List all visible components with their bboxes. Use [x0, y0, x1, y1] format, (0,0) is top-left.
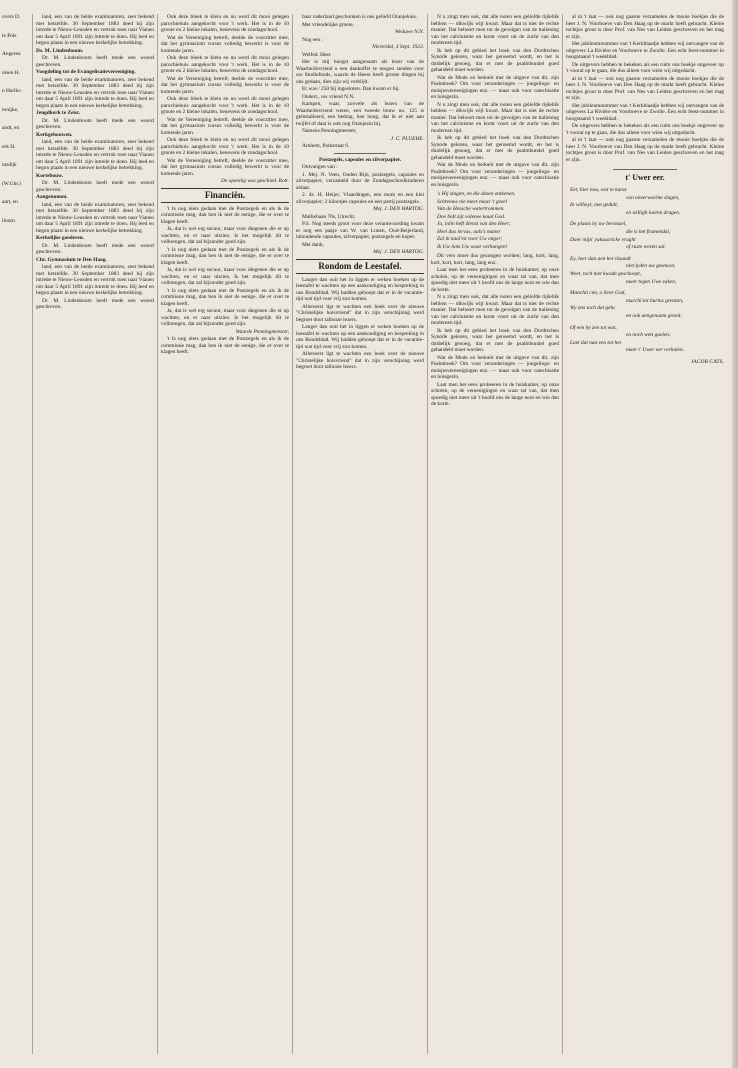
- signature: Mej. J. DEN HARTOG.: [373, 249, 424, 255]
- divider: [613, 169, 676, 170]
- poem-line: maer tegen Uwe zaken,: [626, 278, 677, 285]
- paragraph: Wat de Vereeniging betreft, deelde de voorzitter mee, dat het gymnasium cursus volledig bewerkt is voor de komende jaren.: [161, 116, 289, 136]
- poem-title: t' Uwer eer.: [625, 173, 665, 182]
- paragraph: Ook deze bleek te klein en nu werd dit mooi gelegen parochiehuis aangekocht voor 't werk. Het is in de 10 groote en 2 kleine lokalen, benevens de zondagschool.: [161, 137, 289, 156]
- paragraph: Allereerst ligt te wachten een boek over de nieuwe "Christelijke huisvriend" dat in zijn verschijning werd begroet door tallooze lezers.: [296, 303, 424, 323]
- fragment-line: le Pols: [2, 32, 17, 39]
- paragraph: Het is mij hoogst aangenaam als lezer van de Waarheidsvriend u een dankoffer te mogen zenden voor uw Studiefonds, waarin de Heere heeft groote dingen bij ons gedaan, dies zijn wij verblijd.: [296, 59, 424, 85]
- paragraph: Laat men het eens probeeren in de huiskamer, op onze scholen, op de vereenigingen en waar tal van, dat men spoedig niet meer uit 't hoofd ons de lange noot en wie dan de korte.: [431, 267, 559, 293]
- section-heading: Aangenomen.: [36, 194, 68, 200]
- paragraph: Dr. M. Lindenboom heeft mede een woord geschreven.: [36, 117, 154, 130]
- list-item: 1. Mej. N. Veen, Ouden Rijn, postzegels, capsules en zilverpapier, verzameld door de Zondagsschoolkinderen aldaar.: [296, 171, 424, 191]
- column-4: [431, 14, 559, 1054]
- paragraph: N u zingt men ook, dat alle noten een geliefde tijdeliik hebben — dikwijls wijl kwart. Maar dat is niet de rechte manier. Dat behoort men tot de gevolgen van de ttaliening van het calvinisme en komt voort uit de zucht van den modernen tijd.: [431, 14, 559, 46]
- column-rule: [292, 14, 293, 1054]
- poem-line: en noch wett gaelen;: [626, 332, 671, 339]
- paragraph: Ik heb op dit gebied het boek van den Dordtschen Synode gelezen, waar het genoemd wordt, en het is duidelijk genoeg, dat er met de psalmbundel goed gehandeld moet worden.: [431, 135, 559, 161]
- paragraph: Er was / 250 bij ingesloten. Dan kwam er bij.: [302, 86, 400, 92]
- paragraph: Wat de Vereeniging betreft, deelde de voorzitter mee, dat het gymnasium cursus volledig bewerkt is voor de komende jaren.: [161, 75, 289, 95]
- column-rule: [157, 14, 158, 1054]
- poem-line: Schreeuw nie meer maar 't gezel: [437, 198, 507, 205]
- poem-line: Eer, hier nou, wat te kunst: [570, 187, 627, 193]
- paragraph: Ook deze bleek te klein en nu werd dit mooi gelegen parochiehuis aangekocht voor 't werk. Het is in de 10 groote en 2 kleine lokalen, benevens de zondagschool.: [161, 14, 289, 33]
- paragraph: Wat de Mode en bedoelt met de uitgave van dit, zijn Psalmboek? Om voor veranderingen — jongelings- en meisjesvereenigingen enz. — maar ook voor catechisatie en huisgezin.: [431, 162, 559, 188]
- paragraph: Langer dan ooit het in liggen er weken boeken op de leestafel te wachten op een aankondiging en bespreking in ons Bondsblad. Wij hadden gehoopt dat er in de vacantie-tijd wat tijd voor vrij zou komen.: [296, 324, 424, 350]
- poem-line: Heel dus lervas, aals's maner: [437, 228, 501, 235]
- paragraph: Ontvangen van :: [302, 164, 338, 170]
- paragraph: baar vaderland geschonken is ons geliefd Oranjehuis.: [302, 14, 418, 20]
- paragraph: Ik heb op dit gebied het boek van den Dordtschen Synode gelezen, waar het genoemd wordt, en het is duidelijk genoeg, dat er met de psalmbundel goed gehandeld moet worden.: [431, 47, 559, 73]
- poem-line: In wilheyt, met gedult,: [570, 202, 619, 209]
- paragraph: land, een van de beide examinatoren, zeer bekend met hetzelfde. 30 September 1883 deed hij zijn intrede te Nieuw-Leusden en vertrok toen naar Vianen om daar 5 April 1891 zijn intrede te doen. Hij leed en begon plaats in een nieuwe kerkelijke betrekking.: [36, 76, 154, 109]
- poem-author: JACOB CATS.: [691, 358, 724, 365]
- paragraph: Wat de Mode en bedoelt met de uitgave van dit, zijn Psalmboek? Om voor veranderingen — jongelings- en meisjesvereenigingen enz. — maar ook voor catechisatie en huisgezin.: [431, 354, 559, 380]
- fragment-line: aart, en: [2, 199, 18, 205]
- poem-line: macchi tot burlus grenzen,: [626, 297, 684, 304]
- paragraph: Allereerst ligt te wachten een boek over de nieuwe "Christelijke huisvriend" dat in zijn verschijning werd begroet door tallooze lezers.: [296, 351, 424, 370]
- paragraph: De uitgevers hebben te bekeken als een ruim ons boekje ongeveer op 't vooral op te gaan, die dus alleen voor wien wij uitgedacht.: [566, 61, 724, 74]
- poem-line: en willigh loeren dragen.: [626, 209, 681, 216]
- poem-line: niet lyden uw gesmoot,: [626, 263, 676, 270]
- column-5: [566, 14, 724, 1054]
- fragment-line: overs D.: [2, 14, 21, 20]
- poem-line: Ey, loer dan aen het vlaandt: [570, 255, 631, 262]
- paragraph: Laat men het eens probeeren in de huiskamer, op onze scholen, op de vereenigingen en waar tal van, dat men spoedig niet meer uit 't hoofd ons de lange noot en wie dan de korte.: [431, 381, 559, 407]
- subheading: Nog een :: [302, 36, 323, 43]
- poem-line: die is het framendal,: [626, 228, 671, 235]
- column-1: [36, 14, 154, 1054]
- greeting: Met vriendelijke groete,: [302, 21, 354, 28]
- poem-line: en ook aengenaam groeit.: [626, 312, 682, 319]
- paragraph: P.S. Nog steeds groot voor deze verantwoording kwam er nog een pakje van W. van Lunen, Oud-Beijerland, inhoudende capsules, zilverpapier, postzegels en koper.: [296, 221, 424, 240]
- column-2: [161, 14, 289, 1054]
- poem-line: Laet dat naa een tot het: [570, 339, 622, 346]
- closing: Ondert., uw vriend N.N.: [302, 93, 355, 100]
- fragment-line: tonijke,: [2, 106, 19, 113]
- signature: Weduwe N.N.: [394, 29, 424, 35]
- paragraph: al in 't laat — ook nog gaarne verzamelen de mooie boekjes die de heer J. N. Voorhoeve van Den Haag op de markt heeft gebracht. Kleine tochtjes groot is door Prof. van Nes van Leiden geschreven en het mag er zijn.: [566, 137, 724, 163]
- section-heading: Ds. M. Lindenboom.: [36, 47, 84, 54]
- paragraph: al in 't laat — ook nog gaarne verzamelen de mooie boekjes die de heer J. N. Voorhoeve van Den Haag op de markt heeft gebracht. Kleine tochtjes groot is door Prof. van Nes van Leiden geschreven en het mag er zijn.: [566, 75, 724, 101]
- poem-line: Ik Uw hols Uw waar verhangen!: [437, 243, 508, 250]
- poem-line: Zal ik naal'en voor Uw onger;: [437, 236, 503, 242]
- paragraph: land, een van de beide examinatoren, zeer bekend met hetzelfde. 30 September 1883 deed hij zijn intrede te Nieuw-Leusden en vertrok toen naar Vianen om daar 5 April 1891 zijn intrede te doen. Hij leed en begon plaats in een nieuwe kerkelijke betrekking.: [36, 264, 154, 296]
- paragraph: 't Is nog niets gedaan met de Postzegels en als ik de commissie mag, dan ben ik niet de eenige, die er over te klagen heeft.: [161, 336, 289, 355]
- fragment-line: lloorn: [2, 217, 15, 224]
- section-heading: Kortebouw.: [36, 172, 64, 179]
- section-heading: Kerkelijke goederen.: [36, 235, 85, 241]
- poem-line: Van de Hessche watertrommen.: [437, 206, 505, 212]
- paragraph: Wat de Vereeniging betreft, deelde de voorzitter mee, dat het gymnasium cursus volledig bewerkt is voor de komende jaren.: [161, 34, 289, 54]
- fragment-line: Angereu: [2, 51, 21, 57]
- column-rule: [32, 14, 33, 1054]
- paragraph: Dr. M. Lindenboom heeft mede een woord geschreven.: [36, 55, 154, 68]
- paragraph: De uitgevers hebben te bekeken als een ruim ons boekje ongeveer op 't vooral op te gaan, die dus alleen voor wien wij uitgedacht.: [566, 123, 724, 136]
- paragraph: Langer dan ooit het in liggen er weken boeken op de leestafel te wachten op een aankondiging en bespreking in ons Bondsblad. Wij hadden gehoopt dat er in de vacantie-tijd wat tijd voor vrij zou komen.: [296, 276, 424, 302]
- column-rule: [562, 14, 563, 1054]
- paragraph: land, een van de beide examinatoren, zeer bekend met hetzelfde. 30 September 1883 deed hij zijn intrede te Nieuw-Leusden en vertrok toen naar Vianen om daar 5 April 1891 zijn intrede te doen. Hij leed en begon plaats in een nieuwe kerkelijke betrekking.: [36, 14, 154, 46]
- paragraph: Ja, dat is wel erg secuur, maar voor diegenen die er op wachten, en er naar uitzien. Is het mogelijk dit te volbrengen, dat zal bijzonder goed zijn.: [161, 308, 289, 327]
- paragraph: Ik heb op dit gebied het boek van den Dordtschen Synode gelezen, waar het genoemd wordt, en het is duidelijk genoeg, dat er met de psalmbundel goed gehandeld moet worden.: [431, 327, 559, 353]
- paragraph: Het jubileumnummer van 't Kerkblaadje hebben wij ontvangen van de uitgevers La Rivière en Voorhoeve te Zwolle. Een echt feest-nummer in hoogstaand 't weekblad.: [566, 102, 724, 122]
- signature: Waarde Penningmeester,: [235, 328, 289, 335]
- poem-line: Daer mijn' yuhaucticke vraght: [570, 236, 636, 243]
- paragraph: 't Is nog niets gedaan met de Postzegels en als ik de commissie mag, dan ben ik niet de eenige, die er over te klagen heeft.: [161, 246, 289, 266]
- rondom-heading: Rondom de Leestafel.: [296, 259, 424, 274]
- fragment-line: ntsdijk: [2, 162, 17, 168]
- section-heading: Kerkgebouwen.: [36, 131, 73, 138]
- poem-line: Of een by zen tot wat,: [570, 324, 617, 331]
- paragraph: N u zingt men ook, dat alle noten een geliefde tijdeliik hebben — dikwijls wijl kwart. Maar dat is niet de rechte manier. Dat behoort men tot de gevolgen van de ttaliening van het calvinisme en komt voort uit de zucht van den modernen tijd.: [431, 294, 559, 326]
- paragraph: Ja, dat is wel erg secuur, maar voor diegenen die er op wachten, en er naar uitzien. Is het mogelijk dit te volbrengen, dat zal bijzonder goed zijn.: [161, 267, 289, 286]
- paragraph: Namens Penningmeester,: [302, 128, 357, 134]
- column-left-fragment: [2, 14, 30, 1054]
- paragraph: Wat de Mode en bedoelt met de uitgave van dit, zijn Psalmboek? Om voor veranderingen — jongelings- en meisjesvereenigingen enz. — maar ook voor catechisatie en huisgezin.: [431, 74, 559, 100]
- poem-line: Wy ons toch dat gelu: [570, 305, 615, 312]
- paragraph: Ja, dat is wel erg secuur, maar voor diegenen die er op wachten, en er naar uitzien. Is het mogelijk dit te volbrengen, dat zal bijzonder goed zijn.: [161, 226, 289, 245]
- column-3: [296, 14, 424, 1054]
- fragment-list: [2, 14, 30, 224]
- paragraph: land, een van de beide examinatoren, zeer bekend met hetzelfde. 30 September 1883 deed hij zijn intrede te Nieuw-Leusden en vertrok toen naar Vianen om daar 5 April 1891 zijn intrede te doen. Hij leed en begon plaats in een nieuwe kerkelijke betrekking.: [36, 201, 154, 234]
- paragraph: Dr. M. Lindenboom heeft mede een woord geschreven.: [36, 180, 154, 193]
- poem-line: De plaats by uw bevonzel,: [570, 221, 627, 228]
- paragraph: Dit vers moet dus gezongen worden; lang, kort, lang, kort, kort, kort, lang, lang enz.: [431, 253, 559, 266]
- signature: J. C. PLUEHE.: [390, 135, 424, 142]
- paragraph: 't Is nog niets gedaan met de Postzegels en als ik de commissie mag, dan ben ik niet de eenige, die er over te klagen heeft.: [161, 205, 289, 225]
- paragraph: Ook deze bleek te klein en nu werd dit mooi gelegen parochiehuis aangekocht voor 't werk. Het is in de 10 groote en 2 kleine lokalen, benevens de zondagschool.: [161, 55, 289, 74]
- paragraph: Dr. M. Lindenboom heeft mede een woord geschreven.: [36, 297, 154, 310]
- poem-line: van onverwachte slagen,: [626, 194, 680, 201]
- paragraph: N u zingt men ook, dat alle noten een geliefde tijdeliik hebben — dikwijls wijl kwart. Maar dat is niet de rechte manier. Dat behoort men tot de gevolgen van de ttaliening van het calvinisme en komt voort uit de zucht van den modernen tijd.: [431, 101, 559, 134]
- fragment-line: n Harlin-: [2, 88, 22, 94]
- postzegels-heading: Postzegels, capsules en zilverpapier.: [319, 156, 401, 163]
- paragraph: Wat de Vereeniging betreft, deelde de voorzitter mee, dat het gymnasium cursus volledig bewerkt is voor de komende jaren.: [161, 157, 289, 177]
- paragraph: Kampen, waar, zoovele als lezers van de Waarheidsvriend weten, een tweede bouw no. 125 is geïnstalleerd, een bedrag, hoe hoog, dat ik er niet aan twijfel of daar is ook nog Oranjezin bij.: [296, 101, 424, 127]
- paragraph: al in 't laat — ook nog gaarne verzamelen de mooie boekjes die de heer J. N. Voorhoeve van Den Haag op de markt heeft gebracht. Kleine tochtjes groot is door Prof. van Nes van Leiden geschreven en het mag er zijn.: [566, 14, 724, 40]
- paragraph: Ook deze bleek te klein en nu werd dit mooi gelegen parochiehuis aangekocht voor 't werk. Het is in de 10 groote en 2 kleine lokalen, benevens de zondagschool.: [161, 96, 289, 115]
- fragment-line: olsen H.: [2, 69, 20, 76]
- salutation: Welfed. Heer.: [302, 51, 332, 58]
- section-heading: Chr. Gymnasium te Den Haag.: [36, 256, 107, 263]
- poem-line: Manchit cen, o lieve God,: [570, 290, 626, 297]
- scan-edge: [732, 0, 738, 1068]
- poem-block: [566, 187, 724, 355]
- paragraph: Dr. M. Lindenboom heeft mede een woord geschreven.: [36, 242, 154, 255]
- address: Malliebaan 70s, Utrecht.: [302, 213, 356, 220]
- poem-line: 's Hij zingen, en die dezen ontkenen,: [437, 191, 516, 197]
- section-heading: Voogdeling tot de Evangelisatievereeniging.: [36, 69, 136, 75]
- paragraph: Het jubileumnummer van 't Kerkblaadje hebben wij ontvangen van de uitgevers La Rivière en Voorhoeve te Zwolle. Een echt feest-nummer in hoogstaand 't weekblad.: [566, 41, 724, 60]
- section-heading: Jeugdkerk te Zeist.: [36, 110, 81, 116]
- financien-heading: Financiën.: [161, 188, 289, 203]
- fragment-line: erk H.: [2, 143, 16, 150]
- paragraph: Met dank,: [302, 241, 324, 248]
- column-rule: [427, 14, 428, 1054]
- poem-line: maer t' Uwer eer verhalen.: [626, 347, 685, 354]
- closing-line: De opening was geschied. Rott.: [221, 178, 289, 184]
- signature: Mej. J. DEN HARTOG.: [373, 206, 424, 212]
- poem-line: Doe bidt zijt volenee koud God.: [437, 213, 506, 220]
- divider: [334, 153, 385, 154]
- address: Arnhem, Parkstraat 6.: [302, 143, 350, 149]
- fragment-line: andt, en: [2, 125, 20, 131]
- fragment-line: (W.Gbr.): [2, 180, 21, 187]
- poem-line: of ruste wezen sal.: [626, 244, 666, 251]
- list-item: 2. ds. H. Heijer, Vlaardingen, een munt en een klei zilverpapier; 2 kilootjes capsules en een partij postzegels.: [296, 192, 424, 205]
- poem-line: Weet, toch niet kwade geschoept,: [570, 270, 642, 277]
- poem-block: [431, 191, 559, 250]
- paragraph: land, een van de beide examinatoren, zeer bekend met hetzelfde. 30 September 1883 deed hij zijn intrede te Nieuw-Leusden en vertrok toen naar Vianen om daar 5 April 1891 zijn intrede te doen. Hij leed en begon plaats in een nieuwe kerkelijke betrekking.: [36, 139, 154, 171]
- paragraph: 't Is nog niets gedaan met de Postzegels en als ik de commissie mag, dan ben ik niet de eenige, die er over te klagen heeft.: [161, 287, 289, 307]
- poem-line: Ja, inlin heft dienst van den Heer;: [437, 221, 511, 227]
- place-date: Nieverdal, 4 Sept. 1923.: [372, 44, 424, 50]
